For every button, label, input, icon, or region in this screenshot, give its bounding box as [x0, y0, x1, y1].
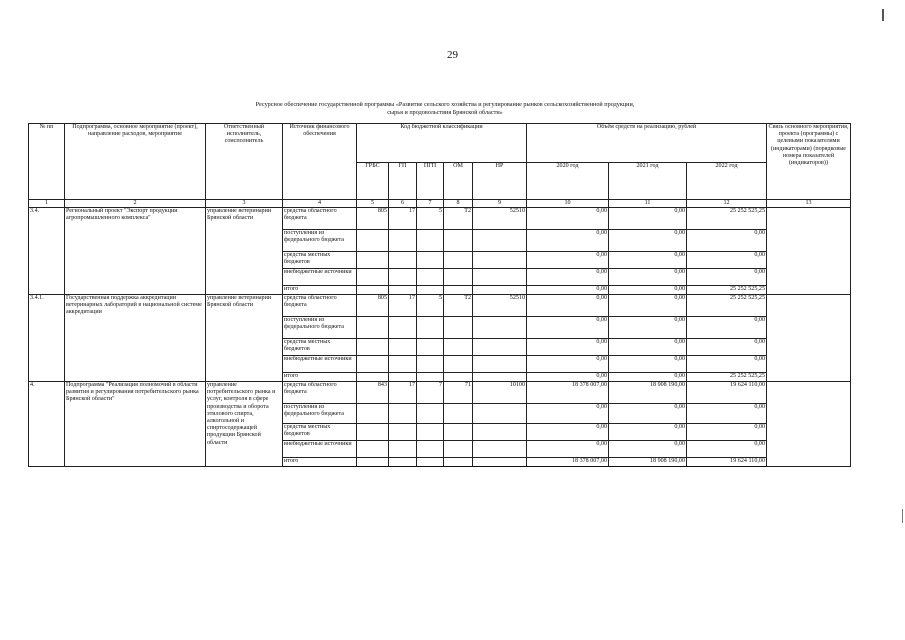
- code-gp: [389, 269, 417, 286]
- amount-2020: 0,00: [527, 230, 609, 252]
- funding-source: средства областного бюджета: [283, 382, 357, 404]
- code-om: [444, 339, 473, 356]
- funding-source: средства областного бюджета: [283, 208, 357, 230]
- code-pgp: [417, 286, 444, 295]
- column-number: 11: [609, 200, 687, 208]
- code-grbs: [357, 404, 389, 424]
- code-pgp: [417, 230, 444, 252]
- indicator-link: [767, 208, 851, 295]
- code-nr: [473, 458, 527, 467]
- header-subprogram: Подпрограмма, основное мероприятие (проект), направление расходов, мероприятие: [65, 124, 206, 200]
- amount-2020: 18 378 007,00: [527, 458, 609, 467]
- code-gp: [389, 373, 417, 382]
- code-grbs: [357, 230, 389, 252]
- amount-2022: 0,00: [687, 339, 767, 356]
- executor-name: управление ветеринарии Брянской области: [206, 208, 283, 295]
- code-grbs: [357, 269, 389, 286]
- amount-2020: 0,00: [527, 356, 609, 373]
- code-pgp: 5: [417, 208, 444, 230]
- amount-2021: 0,00: [609, 424, 687, 441]
- column-number-row: [29, 200, 851, 208]
- code-pgp: [417, 356, 444, 373]
- code-gp: [389, 404, 417, 424]
- funding-source: итого: [283, 373, 357, 382]
- code-om: [444, 458, 473, 467]
- table-body: [29, 124, 851, 467]
- row-number: 3.4.1.: [29, 295, 65, 382]
- amount-2022: 25 252 525,25: [687, 373, 767, 382]
- amount-2022: 25 252 525,25: [687, 295, 767, 317]
- amount-2022: 0,00: [687, 424, 767, 441]
- code-pgp: 7: [417, 382, 444, 404]
- code-om: [444, 269, 473, 286]
- amount-2022: 19 624 110,00: [687, 382, 767, 404]
- header-link: Связь основного мероприятия, проекта (программы) с целевыми показателями (индикаторами) (порядковые номера показателей (индикаторов)): [767, 124, 851, 200]
- column-number: 2: [65, 200, 206, 208]
- document-title-line: Ресурсное обеспечение государственной программы «Развитие сельского хозяйства и регулирование рынков сельскохозяйственной продукции,: [255, 101, 635, 108]
- header-2022: 2022 год: [687, 163, 767, 200]
- code-om: Т2: [444, 208, 473, 230]
- amount-2021: 0,00: [609, 339, 687, 356]
- column-number: 7: [417, 200, 444, 208]
- code-om: [444, 373, 473, 382]
- code-pgp: [417, 441, 444, 458]
- code-om: [444, 286, 473, 295]
- funding-source: внебюджетные источники: [283, 356, 357, 373]
- amount-2020: 0,00: [527, 252, 609, 269]
- scan-mark: [882, 9, 884, 21]
- column-number: 1: [29, 200, 65, 208]
- document-title-line: сырья и продовольствия Брянской области»: [387, 109, 503, 116]
- amount-2022: 0,00: [687, 441, 767, 458]
- amount-2020: 0,00: [527, 269, 609, 286]
- code-pgp: [417, 458, 444, 467]
- code-gp: [389, 286, 417, 295]
- amount-2022: 0,00: [687, 317, 767, 339]
- column-number: 10: [527, 200, 609, 208]
- amount-2020: 18 378 007,00: [527, 382, 609, 404]
- table-row: [29, 295, 851, 317]
- amount-2021: 18 908 190,00: [609, 458, 687, 467]
- code-om: [444, 252, 473, 269]
- code-om: [444, 356, 473, 373]
- amount-2020: 0,00: [527, 317, 609, 339]
- code-grbs: [357, 317, 389, 339]
- amount-2022: 19 624 110,00: [687, 458, 767, 467]
- code-om: [444, 424, 473, 441]
- measure-name: Региональный проект "Экспорт продукции агропромышленного комплекса": [65, 208, 206, 295]
- amount-2021: 0,00: [609, 404, 687, 424]
- code-om: [444, 404, 473, 424]
- scan-mark: [902, 509, 903, 523]
- code-gp: 17: [389, 295, 417, 317]
- code-om: [444, 317, 473, 339]
- code-nr: 52510: [473, 295, 527, 317]
- code-nr: [473, 424, 527, 441]
- table-row: [29, 208, 851, 230]
- funding-source: поступления из федерального бюджета: [283, 317, 357, 339]
- header-source: Источник финансового обеспечения: [283, 124, 357, 200]
- header-funds: Объём средств на реализацию, рублей: [527, 124, 767, 163]
- header-executor: Ответственный исполнитель, соисполнитель: [206, 124, 283, 200]
- code-grbs: [357, 424, 389, 441]
- code-grbs: [357, 339, 389, 356]
- funding-source: средства местных бюджетов: [283, 424, 357, 441]
- code-nr: [473, 317, 527, 339]
- column-number: 9: [473, 200, 527, 208]
- code-grbs: [357, 286, 389, 295]
- indicator-link: [767, 382, 851, 467]
- funding-source: внебюджетные источники: [283, 441, 357, 458]
- code-nr: [473, 404, 527, 424]
- code-gp: [389, 441, 417, 458]
- code-gp: 17: [389, 208, 417, 230]
- code-pgp: [417, 252, 444, 269]
- column-number: 6: [389, 200, 417, 208]
- measure-name: Подпрограмма "Реализация полномочий в области развития и регулирования потребительского рынка Брянской области": [65, 382, 206, 467]
- amount-2020: 0,00: [527, 441, 609, 458]
- code-om: [444, 230, 473, 252]
- column-number: 5: [357, 200, 389, 208]
- code-gp: [389, 424, 417, 441]
- funding-source: средства местных бюджетов: [283, 252, 357, 269]
- amount-2021: 0,00: [609, 373, 687, 382]
- code-nr: [473, 356, 527, 373]
- code-gp: [389, 230, 417, 252]
- code-nr: [473, 441, 527, 458]
- executor-name: управление ветеринарии Брянской области: [206, 295, 283, 382]
- funding-source: поступления из федерального бюджета: [283, 404, 357, 424]
- funding-source: средства местных бюджетов: [283, 339, 357, 356]
- code-gp: [389, 252, 417, 269]
- page-number: 29: [447, 49, 458, 61]
- amount-2021: 0,00: [609, 317, 687, 339]
- code-nr: [473, 286, 527, 295]
- funding-source: поступления из федерального бюджета: [283, 230, 357, 252]
- amount-2022: 0,00: [687, 252, 767, 269]
- document-title: [150, 101, 740, 117]
- funding-source: средства областного бюджета: [283, 295, 357, 317]
- code-om: 71: [444, 382, 473, 404]
- header-pgp: ПГП: [417, 163, 444, 200]
- amount-2021: 0,00: [609, 356, 687, 373]
- funding-source: итого: [283, 458, 357, 467]
- code-om: Т2: [444, 295, 473, 317]
- column-number: 12: [687, 200, 767, 208]
- funding-source: внебюджетные источники: [283, 269, 357, 286]
- code-grbs: [357, 252, 389, 269]
- amount-2021: 0,00: [609, 252, 687, 269]
- column-number: 13: [767, 200, 851, 208]
- column-number: 3: [206, 200, 283, 208]
- code-gp: [389, 458, 417, 467]
- amount-2021: 0,00: [609, 286, 687, 295]
- amount-2022: 0,00: [687, 356, 767, 373]
- table-row: [29, 382, 851, 404]
- code-pgp: [417, 269, 444, 286]
- column-number: 4: [283, 200, 357, 208]
- executor-name: управление потребительского рынка и услуг, контроля в сфере производства и оборота этилового спирта, алкогольной и спиртосодержащей продукции Брянской области: [206, 382, 283, 467]
- code-nr: 52510: [473, 208, 527, 230]
- code-grbs: [357, 356, 389, 373]
- header-gp: ГП: [389, 163, 417, 200]
- code-grbs: 805: [357, 208, 389, 230]
- code-pgp: [417, 317, 444, 339]
- code-pgp: [417, 424, 444, 441]
- amount-2022: 0,00: [687, 230, 767, 252]
- code-grbs: [357, 458, 389, 467]
- amount-2021: 0,00: [609, 295, 687, 317]
- code-pgp: [417, 404, 444, 424]
- funding-source: итого: [283, 286, 357, 295]
- header-budget-code: Код бюджетной классификации: [357, 124, 527, 163]
- header-grbs: ГРБС: [357, 163, 389, 200]
- code-gp: 17: [389, 382, 417, 404]
- row-number: 4.: [29, 382, 65, 467]
- amount-2020: 0,00: [527, 286, 609, 295]
- code-nr: [473, 373, 527, 382]
- amount-2020: 0,00: [527, 404, 609, 424]
- code-gp: [389, 339, 417, 356]
- header-nr: НР: [473, 163, 527, 200]
- code-grbs: [357, 373, 389, 382]
- code-pgp: 5: [417, 295, 444, 317]
- resource-table: [28, 123, 851, 467]
- code-nr: [473, 252, 527, 269]
- indicator-link: [767, 295, 851, 382]
- code-gp: [389, 356, 417, 373]
- amount-2022: 0,00: [687, 404, 767, 424]
- code-pgp: [417, 373, 444, 382]
- code-om: [444, 441, 473, 458]
- amount-2020: 0,00: [527, 339, 609, 356]
- amount-2021: 0,00: [609, 441, 687, 458]
- amount-2020: 0,00: [527, 295, 609, 317]
- code-pgp: [417, 339, 444, 356]
- amount-2020: 0,00: [527, 373, 609, 382]
- amount-2021: 18 908 190,00: [609, 382, 687, 404]
- code-grbs: 805: [357, 295, 389, 317]
- column-number: 8: [444, 200, 473, 208]
- amount-2022: 25 252 525,25: [687, 208, 767, 230]
- code-grbs: [357, 441, 389, 458]
- code-nr: [473, 339, 527, 356]
- amount-2021: 0,00: [609, 230, 687, 252]
- measure-name: Государственная поддержка аккредитации ветеринарных лабораторий в национальной системе аккредитации: [65, 295, 206, 382]
- amount-2022: 25 252 525,25: [687, 286, 767, 295]
- header-2020: 2020 год: [527, 163, 609, 200]
- header-row: [29, 124, 851, 163]
- amount-2020: 0,00: [527, 208, 609, 230]
- code-nr: 10100: [473, 382, 527, 404]
- amount-2021: 0,00: [609, 269, 687, 286]
- header-om: ОМ: [444, 163, 473, 200]
- amount-2020: 0,00: [527, 424, 609, 441]
- code-nr: [473, 269, 527, 286]
- amount-2021: 0,00: [609, 208, 687, 230]
- code-gp: [389, 317, 417, 339]
- amount-2022: 0,00: [687, 269, 767, 286]
- header-2021: 2021 год: [609, 163, 687, 200]
- code-nr: [473, 230, 527, 252]
- header-num: № пп: [29, 124, 65, 200]
- code-grbs: 843: [357, 382, 389, 404]
- row-number: 3.4.: [29, 208, 65, 295]
